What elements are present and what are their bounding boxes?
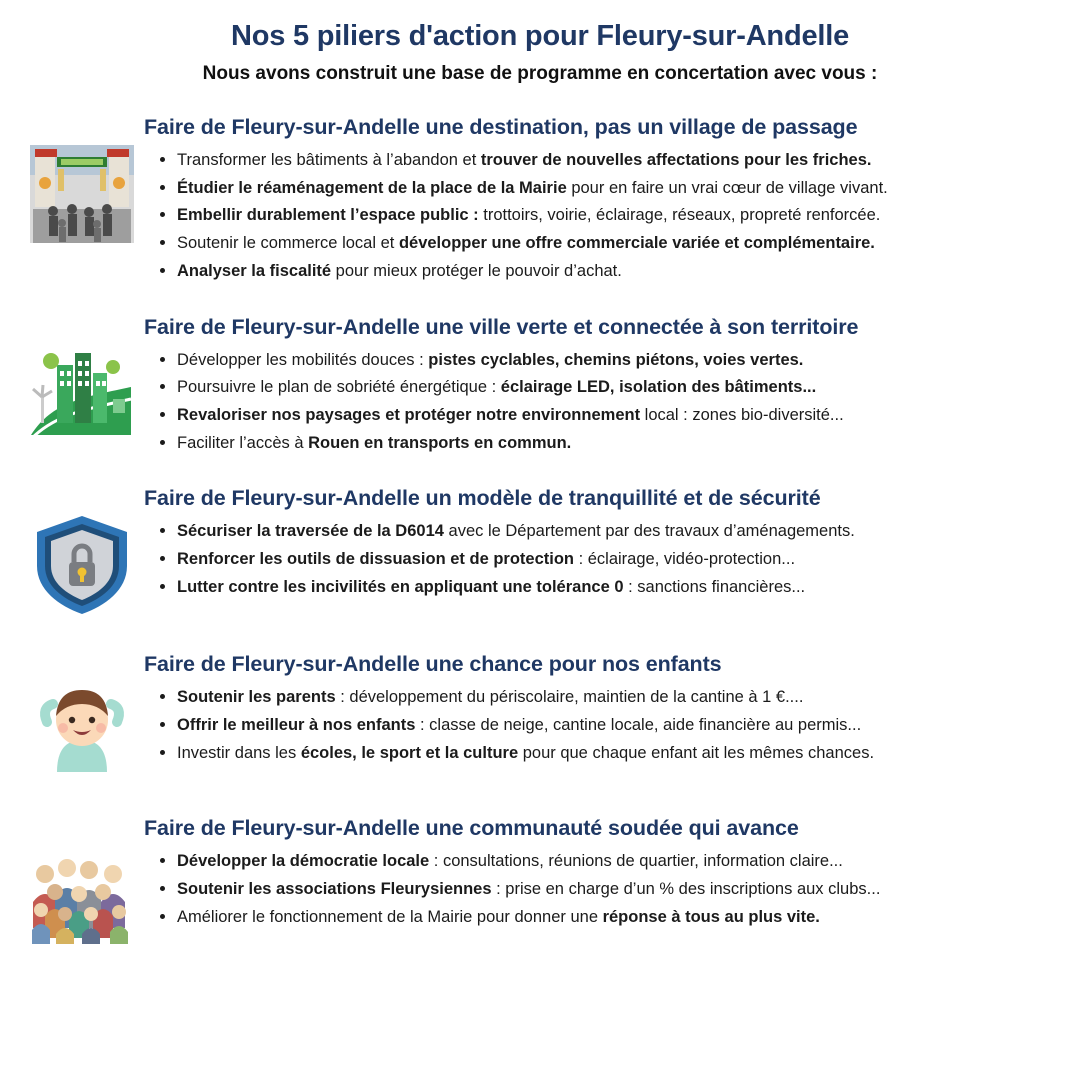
pillar-points bbox=[144, 517, 1050, 600]
pillar-icon-wrapper bbox=[20, 816, 144, 950]
pillar-section bbox=[20, 816, 1060, 950]
pillar-title: Faire de Fleury-sur-Andelle une chance pour nos enfants bbox=[144, 652, 722, 677]
pillar-point: • Soutenir le commerce local et développer une offre commerciale variée et complémentaire. bbox=[177, 229, 1050, 257]
child-icon bbox=[27, 676, 137, 786]
pillar-icon-wrapper bbox=[20, 115, 144, 249]
pillar-icon-wrapper bbox=[20, 315, 144, 449]
green-city-icon bbox=[27, 339, 137, 449]
pillar-body bbox=[144, 816, 1060, 930]
pillar-point: • Développer la démocratie locale : consultations, réunions de quartier, information claire... bbox=[177, 847, 1050, 875]
pillar-title: Faire de Fleury-sur-Andelle une ville verte et connectée à son territoire bbox=[144, 314, 859, 339]
pillar-title: Faire de Fleury-sur-Andelle un modèle de tranquillité et de sécurité bbox=[144, 486, 821, 511]
pillar-point: • Soutenir les associations Fleurysiennes : prise en charge d’un % des inscriptions aux clubs... bbox=[177, 875, 1050, 903]
pillar-points bbox=[144, 146, 1050, 285]
pillar-icon-wrapper bbox=[20, 652, 144, 786]
pillar-point: • Investir dans les écoles, le sport et la culture pour que chaque enfant ait les mêmes chances. bbox=[177, 739, 1050, 767]
pillar-point: • Étudier le réaménagement de la place de la Mairie pour en faire un vrai cœur de village vivant. bbox=[177, 174, 1050, 202]
pillar-point: • Lutter contre les incivilités en appliquant une tolérance 0 : sanctions financières... bbox=[177, 573, 1050, 601]
pillar-point: • Sécuriser la traversée de la D6014 avec le Département par des travaux d’aménagements. bbox=[177, 517, 1050, 545]
pillar-point: • Améliorer le fonctionnement de la Mairie pour donner une réponse à tous au plus vite. bbox=[177, 903, 1050, 931]
crowd-people-icon bbox=[27, 840, 137, 950]
pillars-list bbox=[20, 115, 1060, 950]
pillar-section bbox=[20, 115, 1060, 285]
page-title: Nos 5 piliers d'action pour Fleury-sur-Andelle bbox=[230, 20, 850, 52]
pillar-point: • Poursuivre le plan de sobriété énergétique : éclairage LED, isolation des bâtiments... bbox=[177, 373, 1050, 401]
village-street-icon bbox=[27, 139, 137, 249]
pillar-points bbox=[144, 847, 1050, 930]
pillar-body bbox=[144, 486, 1060, 600]
pillar-point: • Développer les mobilités douces : pistes cyclables, chemins piétons, voies vertes. bbox=[177, 346, 1050, 374]
shield-lock-icon bbox=[27, 510, 137, 620]
pillar-point: • Embellir durablement l’espace public : trottoirs, voirie, éclairage, réseaux, propreté renforcée. bbox=[177, 201, 1050, 229]
pillar-body bbox=[144, 115, 1060, 285]
pillar-icon-wrapper bbox=[20, 486, 144, 620]
pillar-point: • Analyser la fiscalité pour mieux protéger le pouvoir d’achat. bbox=[177, 257, 1050, 285]
pillar-points bbox=[144, 683, 1050, 766]
page-subtitle: Nous avons construit une base de programme en concertation avec vous : bbox=[202, 63, 878, 84]
pillar-point: • Soutenir les parents : développement du périscolaire, maintien de la cantine à 1 €.... bbox=[177, 683, 1050, 711]
pillar-points bbox=[144, 346, 1050, 457]
pillar-point: • Offrir le meilleur à nos enfants : classe de neige, cantine locale, aide financière au permis... bbox=[177, 711, 1050, 739]
pillar-point: • Revaloriser nos paysages et protéger notre environnement local : zones bio-diversité... bbox=[177, 401, 1050, 429]
pillar-section bbox=[20, 486, 1060, 620]
pillar-section bbox=[20, 315, 1060, 457]
pillar-point: • Transformer les bâtiments à l’abandon et trouver de nouvelles affectations pour les friches. bbox=[177, 146, 1050, 174]
pillar-title: Faire de Fleury-sur-Andelle une destination, pas un village de passage bbox=[144, 115, 858, 139]
pillar-section bbox=[20, 652, 1060, 786]
pillar-body bbox=[144, 652, 1060, 766]
pillar-point: • Faciliter l’accès à Rouen en transports en commun. bbox=[177, 429, 1050, 457]
pillar-body bbox=[144, 315, 1060, 457]
pillar-point: • Renforcer les outils de dissuasion et de protection : éclairage, vidéo-protection... bbox=[177, 545, 1050, 573]
pillar-title: Faire de Fleury-sur-Andelle une communauté soudée qui avance bbox=[144, 816, 799, 841]
